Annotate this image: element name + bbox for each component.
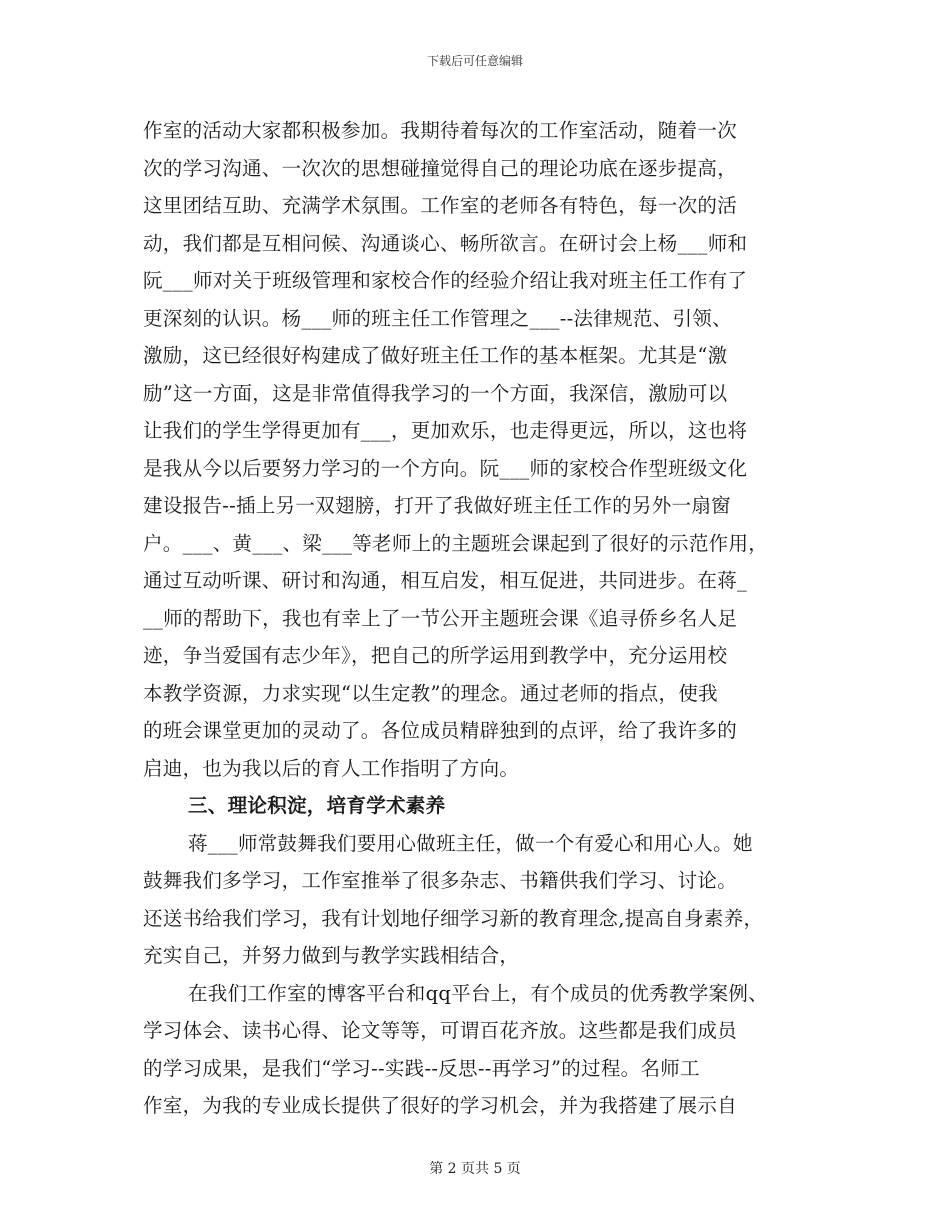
paragraph-line: 迹，争当爱国有志少年》，把自己的所学运用到教学中，充分运用校 xyxy=(143,644,728,667)
paragraph-line: 充实自己，并努力做到与教学实践相结合， xyxy=(143,944,520,967)
paragraph-line: 作室，为我的专业成长提供了很好的学习机会，并为我搭建了展示自 xyxy=(143,1094,738,1117)
paragraph-line: 作室的活动大家都积极参加。我期待着每次的工作室活动，随着一次 xyxy=(143,119,738,142)
paragraph-line: 启迪，也为我以后的育人工作指明了方向。 xyxy=(143,757,520,780)
paragraph-line: 励”这一方面，这是非常值得我学习的一个方面，我深信，激励可以 xyxy=(143,382,728,405)
paragraph-line: 让我们的学生学得更加有___，更加欢乐，也走得更远，所以，这也将 xyxy=(143,419,748,442)
page-number: 第 2 页共 5 页 xyxy=(429,1161,521,1177)
paragraph-line: 鼓舞我们多学习，工作室推举了很多杂志、书籍供我们学习、讨论。 xyxy=(143,869,738,892)
paragraph-line: 这里团结互助、充满学术氛围。工作室的老师各有特色，每一次的活 xyxy=(143,194,738,217)
paragraph-line: __师的帮助下，我也有幸上了一节公开主题班会课《追寻侨乡名人足 xyxy=(143,607,738,630)
paragraph-line: 通过互动听课、研讨和沟通，相互启发，相互促进，共同进步。在蒋_ xyxy=(143,569,748,592)
paragraph-line: 的班会课堂更加的灵动了。各位成员精辟独到的点评，给了我许多的 xyxy=(143,719,738,742)
section-heading: 三、理论积淀，培育学术素养 xyxy=(188,794,446,817)
paragraph-line: 动，我们都是互相问候、沟通谈心、畅所欲言。在研讨会上杨___师和 xyxy=(143,232,748,255)
paragraph-line: 激励，这已经很好构建成了做好班主任工作的基本框架。尤其是“激 xyxy=(143,344,728,367)
paragraph-line: 还送书给我们学习，我有计划地仔细学习新的教育理念,提高自身素养， xyxy=(143,907,764,930)
paragraph-line: 建设报告--插上另一双翅膀，打开了我做好班主任工作的另外一扇窗 xyxy=(143,494,731,517)
paragraph-line: 学习体会、读书心得、论文等等，可谓百花齐放。这些都是我们成员 xyxy=(143,1019,738,1042)
paragraph-line: 在我们工作室的博客平台和qq平台上，有个成员的优秀教学案例、 xyxy=(188,982,768,1005)
paragraph-line: 是我从今以后要努力学习的一个方向。阮___师的家校合作型班级文化 xyxy=(143,457,748,480)
paragraph-line: 阮___师对关于班级管理和家校合作的经验介绍让我对班主任工作有了 xyxy=(143,269,748,292)
paragraph-line: 的学习成果，是我们“学习--实践--反思--再学习”的过程。名师工 xyxy=(143,1057,700,1080)
paragraph-line: 更深刻的认识。杨___师的班主任工作管理之___--法律规范、引领、 xyxy=(143,307,732,330)
paragraph-line: 户。___、黄___、梁___等老师上的主题班会课起到了很好的示范作用， xyxy=(143,532,769,555)
paragraph-line: 本教学资源，力求实现“以生定教”的理念。通过老师的指点，使我 xyxy=(143,682,718,705)
page-header: 下载后可任意编辑 xyxy=(426,54,523,68)
paragraph-line: 蒋___师常鼓舞我们要用心做班主任，做一个有爱心和用心人。她 xyxy=(188,832,753,855)
paragraph-line: 次的学习沟通、一次次的思想碰撞觉得自己的理论功底在逐步提高， xyxy=(143,157,738,180)
